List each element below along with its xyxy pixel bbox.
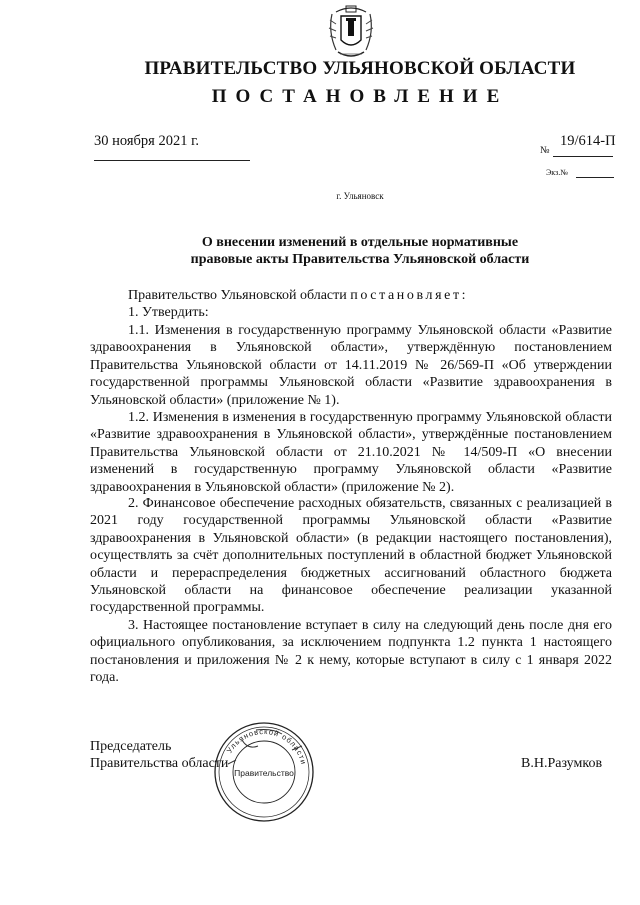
copy-number-underline bbox=[576, 177, 614, 178]
document-number: 19/614-П bbox=[560, 133, 616, 149]
copy-number-label: Экз.№ bbox=[546, 168, 568, 177]
date-underline bbox=[94, 160, 250, 161]
preamble-verb: постановляет: bbox=[350, 288, 469, 303]
signatory-position-line-2: Правительства области bbox=[90, 756, 229, 771]
coat-of-arms-emblem bbox=[326, 4, 376, 60]
subject-line-2: правовые акты Правительства Ульяновской области bbox=[190, 252, 530, 267]
document-date: 30 ноября 2021 г. bbox=[94, 133, 200, 149]
item-1-1-paragraph: 1.1. Изменения в государственную программу Ульяновской области «Развитие здравоохранения в Ульяновской области», утверждённую постановлением Правительства Ульяновской области от 14.11.2019 № 26/569-П «Об утверждении государственной программы Ульяновской области «Развитие здравоохранения в Ульяновской области» (приложение № 1). bbox=[90, 323, 612, 408]
organization-title: ПРАВИТЕЛЬСТВО УЛЬЯНОВСКОЙ ОБЛАСТИ bbox=[144, 58, 576, 79]
preamble-lead: Правительство Ульяновской области bbox=[128, 288, 351, 303]
signatory-position-line-1: Председатель bbox=[90, 739, 172, 754]
item-1-2-paragraph: 1.2. Изменения в изменения в государственную программу Ульяновской области «Развитие здравоохранения в Ульяновской области», утверждённые постановлением Правительства Ульяновской области от 21.10.2021 № 14/509-П «О внесении изменений в государственную программу Ульяновской области «Развитие здравоохранения в Ульяновской области» (приложение № 2). bbox=[90, 410, 612, 495]
item-3-paragraph: 3. Настоящее постановление вступает в силу на следующий день после дня его официального опубликования, за исключением подпункта 1.2 пункта 1 настоящего постановления и приложения № 2 к нему, которые вступают в силу с 1 января 2022 года. bbox=[90, 618, 612, 686]
seal-center-text: Правительство bbox=[234, 768, 294, 778]
preamble-paragraph bbox=[128, 287, 628, 304]
subject-line-1: О внесении изменений в отдельные нормативные bbox=[201, 235, 519, 250]
signatory-name: В.Н.Разумков bbox=[521, 756, 603, 771]
number-label: № bbox=[540, 145, 550, 156]
item-1-paragraph: 1. Утвердить: bbox=[128, 305, 209, 320]
svg-text:Ульяновской области bbox=[225, 727, 309, 766]
seal-ring-text: Ульяновской области bbox=[224, 726, 309, 766]
official-seal-stamp bbox=[212, 720, 316, 824]
number-underline bbox=[553, 156, 613, 157]
document-subject bbox=[0, 234, 640, 268]
document-type-heading: ПОСТАНОВЛЕНИЕ bbox=[211, 86, 509, 107]
item-2-paragraph: 2. Финансовое обеспечение расходных обязательств, связанных с реализацией в 2021 году государственной программы Ульяновской области «Развитие здравоохранения в Ульяновской области» (в редакции настоящего постановления), осуществлять за счёт дополнительных поступлений в областной бюджет Ульяновской области и перераспределения бюджетных ассигнований областного бюджета Ульяновской области на финансовое обеспечение реализации указанной государственной программы. bbox=[90, 496, 612, 616]
city-label: г. Ульяновск bbox=[336, 191, 384, 201]
